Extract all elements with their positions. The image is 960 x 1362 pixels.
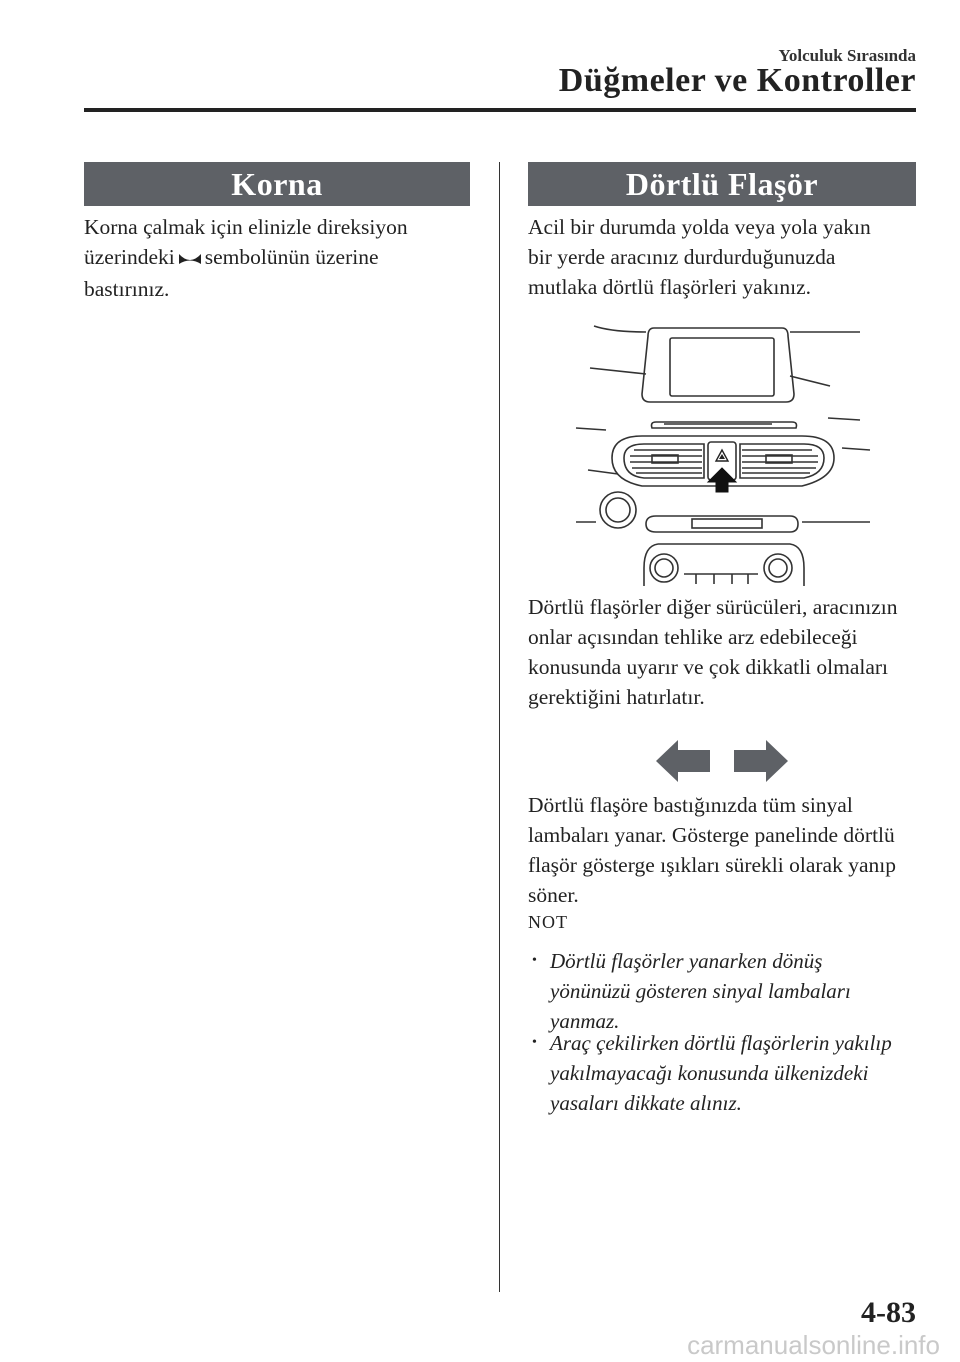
korna-line: Korna çalmak için elinizle direksiyon: [84, 215, 408, 239]
turn-signal-arrows-icon: [654, 738, 790, 784]
hazard-line: söner.: [528, 883, 579, 907]
hazard-line: flaşör gösterge ışıkları sürekli olarak yanıp: [528, 853, 896, 877]
hazard-paragraph-1: [528, 212, 928, 302]
header-rule: [84, 108, 916, 112]
hazard-line: Acil bir durumda yolda veya yola yakın: [528, 215, 871, 239]
chapter-label: Yolculuk Sırasında: [778, 46, 916, 65]
hazard-line: gerektiğini hatırlatır.: [528, 685, 705, 709]
korna-line: bastırınız.: [84, 277, 170, 302]
hazard-paragraph-2: [528, 592, 928, 712]
section-heading-hazard: Dörtlü Flaşör: [528, 162, 916, 206]
note-line: yanmaz.: [550, 1009, 620, 1033]
bullet-icon: •: [532, 953, 537, 968]
hazard-line: konusunda uyarır ve çok dikkatli olmaları: [528, 655, 889, 679]
bullet-icon: •: [532, 1035, 537, 1050]
note-item: [532, 946, 922, 1036]
hazard-line: lambaları yanar. Gösterge panelinde dörtlü: [528, 823, 895, 847]
note-title: NOT: [528, 912, 568, 932]
note-line: Araç çekilirken dörtlü flaşörlerin yakılıp: [550, 1031, 892, 1055]
korna-line: [84, 242, 484, 274]
korna-line-pre: üzerindeki: [84, 245, 175, 269]
note-line: yakılmayacağı konusunda ülkenizdeki: [550, 1061, 869, 1085]
hazard-line: bir yerde aracınız durdurduğunuzda: [528, 245, 836, 269]
korna-line-post: sembolünün üzerine: [204, 245, 379, 269]
section-heading-korna: Korna: [84, 162, 470, 206]
hazard-line: onlar açısından tehlike arz edebileceği: [528, 625, 858, 649]
note-line: Dörtlü flaşörler yanarken dönüş: [550, 949, 823, 973]
hazard-line: mutlaka dörtlü flaşörleri yakınız.: [528, 275, 811, 299]
hazard-paragraph-3: [528, 790, 928, 910]
page-title: Düğmeler ve Kontroller: [558, 62, 916, 99]
dashboard-hazard-switch-illustration: [572, 318, 876, 588]
note-line: yönünüzü gösteren sinyal lambaları: [550, 979, 851, 1003]
korna-paragraph: [84, 212, 484, 304]
note-item: [532, 1028, 922, 1118]
column-divider: [499, 162, 500, 1292]
page-number: 4-83: [861, 1296, 916, 1329]
watermark: carmanualsonline.info: [687, 1330, 940, 1360]
note-line: yasaları dikkate alınız.: [550, 1091, 742, 1115]
horn-icon: [177, 244, 203, 274]
hazard-line: Dörtlü flaşörler diğer sürücüleri, aracınızın: [528, 595, 898, 619]
hazard-line: Dörtlü flaşöre bastığınızda tüm sinyal: [528, 793, 853, 817]
